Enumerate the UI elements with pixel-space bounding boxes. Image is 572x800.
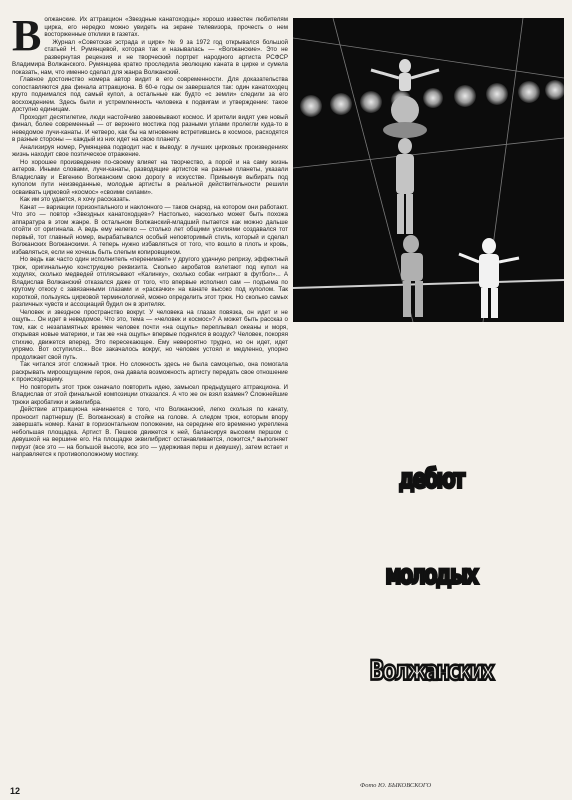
article-paragraph: Как им это удается, я хочу рассказать. [20, 196, 131, 203]
circus-photo [293, 18, 564, 322]
title-line: молодых [385, 557, 477, 591]
article-paragraph: Главное достоинство номера автор видит в его современности. Для доказательства сопоставляются два финала аттракциона. В 60-е годы он завершался так: один канатоходец круто поднимался под самый купол, а остальные как будто «с земли» следили за его восхождением. Здесь были и устремленность человека к подвигам и утверждение: такое доступно единицам. [12, 76, 288, 113]
page-number: 12 [10, 786, 21, 796]
article-paragraph: Так читался этот сложный трюк. Но сложность здесь не была самоцелью, она помогала раскрывать мироощущение героя, она давала возможность артисту передать свое отношение к происходящему. [12, 361, 288, 383]
article-paragraph: Анализируя номер, Румянцева подводит нас к выводу: в лучших цирковых произведениях жизнь находит свое поэтическое отражение. [12, 143, 288, 158]
article-paragraph: Действие аттракциона начинается с того, что Волжанский, легко скользя по канату, проносит партнершу (Е. Волжанская) в стойке на голове. А следом трюк, которым впору завершать номер. Канат в горизонтальном положении, на середине его временно укреплена небольшая площадка. Артист В. Пешков движется к ней, балансируя высоким першом с девушкой на вершине его. На площадке эквилибрист останавливается, ложится,* выполняет пируэт (все это — на большой высоте, все это — удерживая перш и девушку), затем встает и направляется к противоположному мостику. [12, 406, 288, 458]
article-column [12, 16, 288, 786]
article-paragraph: Проходит десятилетие, люди настойчиво завоевывают космос. И зрители видят уже новый финал, более современный — от верхнего мостика под разными углами пролегли куда-то в неведомое лучи-канаты. И четверо, как бы на мгновение встретившись в космосе, расходятся в разные стороны — каждый из них идет на свою планету. [12, 113, 288, 143]
article-paragraph: Но ведь как часто один исполнитель «перенимает» у другого удачную репризу, эффектный трюк, оригинальную конструкцию реквизита. Сколько акробатов взлетают под купол на ходулях, сколько медведей отплясывают «Калинку», сколько собак «играют в футбол»... А Владислав Волжанский отказался даже от того, что впервые исполнил сам — подъема по крутому откосу с завязанными глазами и «раскачки» на канате высоко под куполом. Так короткой, пользуясь цирковой терминологией, можно определить этот трюк. Но сколько самых различных чувств и ассоциаций будил он в зрителях. [12, 256, 288, 308]
photo-credit: Фото Ю. БЫКОВСКОГО [360, 782, 432, 789]
title-line: Волжанских [369, 653, 493, 687]
article-paragraph: Канат — вариации горизонтального и наклонного — таков снаряд, на котором они работают. Что это — повтор «Звездных канатоходцев»? Настолько, насколько может быть похожа аппаратура в этом жанре. В остальном Волжанский-младший пытается как можно дальше отойти от оригинала. А ведь ему нелегко — столько лет общими усилиями создавался тот первый, тот главный номер, вырабатывался особый неповторимый стиль, который и сделал Волжанских Волжанскими. А теперь нужно избавляться от того, что вошло в плоть и кровь, избавляться, если не хочешь быть слепым копировщиком. [12, 203, 288, 256]
article-paragraph: Волжанские. Их аттракцион «Звездные канатоходцы» хорошо известен любителям цирка, его нередко можно увидеть на экране телевизора, прочесть о нем восторженные отклики в газетах. [12, 16, 288, 60]
article-paragraph: Но повторить этот трюк означало повторить идею, замысел предыдущего аттракциона. И Владислав от этой финальной композиции отказался. А что же он взял взамен? Сложнейшие трюки акробатики и эквилибра. [12, 383, 288, 406]
article-title [300, 430, 562, 740]
drop-cap: В [12, 16, 42, 60]
tightrope-performers-illustration [293, 18, 564, 322]
article-paragraph: Журнал «Советская эстрада и цирк» № 9 за 1972 год открывался большой статьей Н. Румянцевой, которая так и называлась — «Волжанские». Это не развернутая рецензия и не творческий портрет народного артиста РСФСР Владимира Волжанского. Румянцева кратко проследила эволюцию каната в цирке и сумела показать, нам, что именно сделал для жанра Волжанский. [12, 38, 288, 76]
article-paragraph: Но хорошее произведение по-своему влияет на творчество, а порой и на саму жизнь актеров. Иными словами, лучи-канаты, разводящие артистов на разные планеты, указали Владиславу и Евгению Волжанским свою дорогу в искусстве. Привыкнув выбирать под куполом пути неизведанные, молодые артисты в реальной действительности решили осваивать цирковой «космос» «своими силами». [12, 158, 288, 196]
article-paragraph: Человек и звездное пространство вокруг. У человека на глазах повязка, он идет и не ощупь... Он идет в неведомое. Что это, тема — «человек и космос»? А может быть рассказ о том, как с незапамятных времен человек почти «на ощупь» переплывал океаны и моря, открывая новые материки, и так же «на ощупь» впервые поднялся в воздух? Человек, покоряя стихию, движется вперед. Это пересекающее. Ему невероятно трудно, но он идет, идет упрямо. Вот оступился... Все закачалось вокруг, но человек устоял и медленно, упорно продолжает свой путь. [12, 308, 288, 361]
title-line: дебют [398, 461, 464, 495]
